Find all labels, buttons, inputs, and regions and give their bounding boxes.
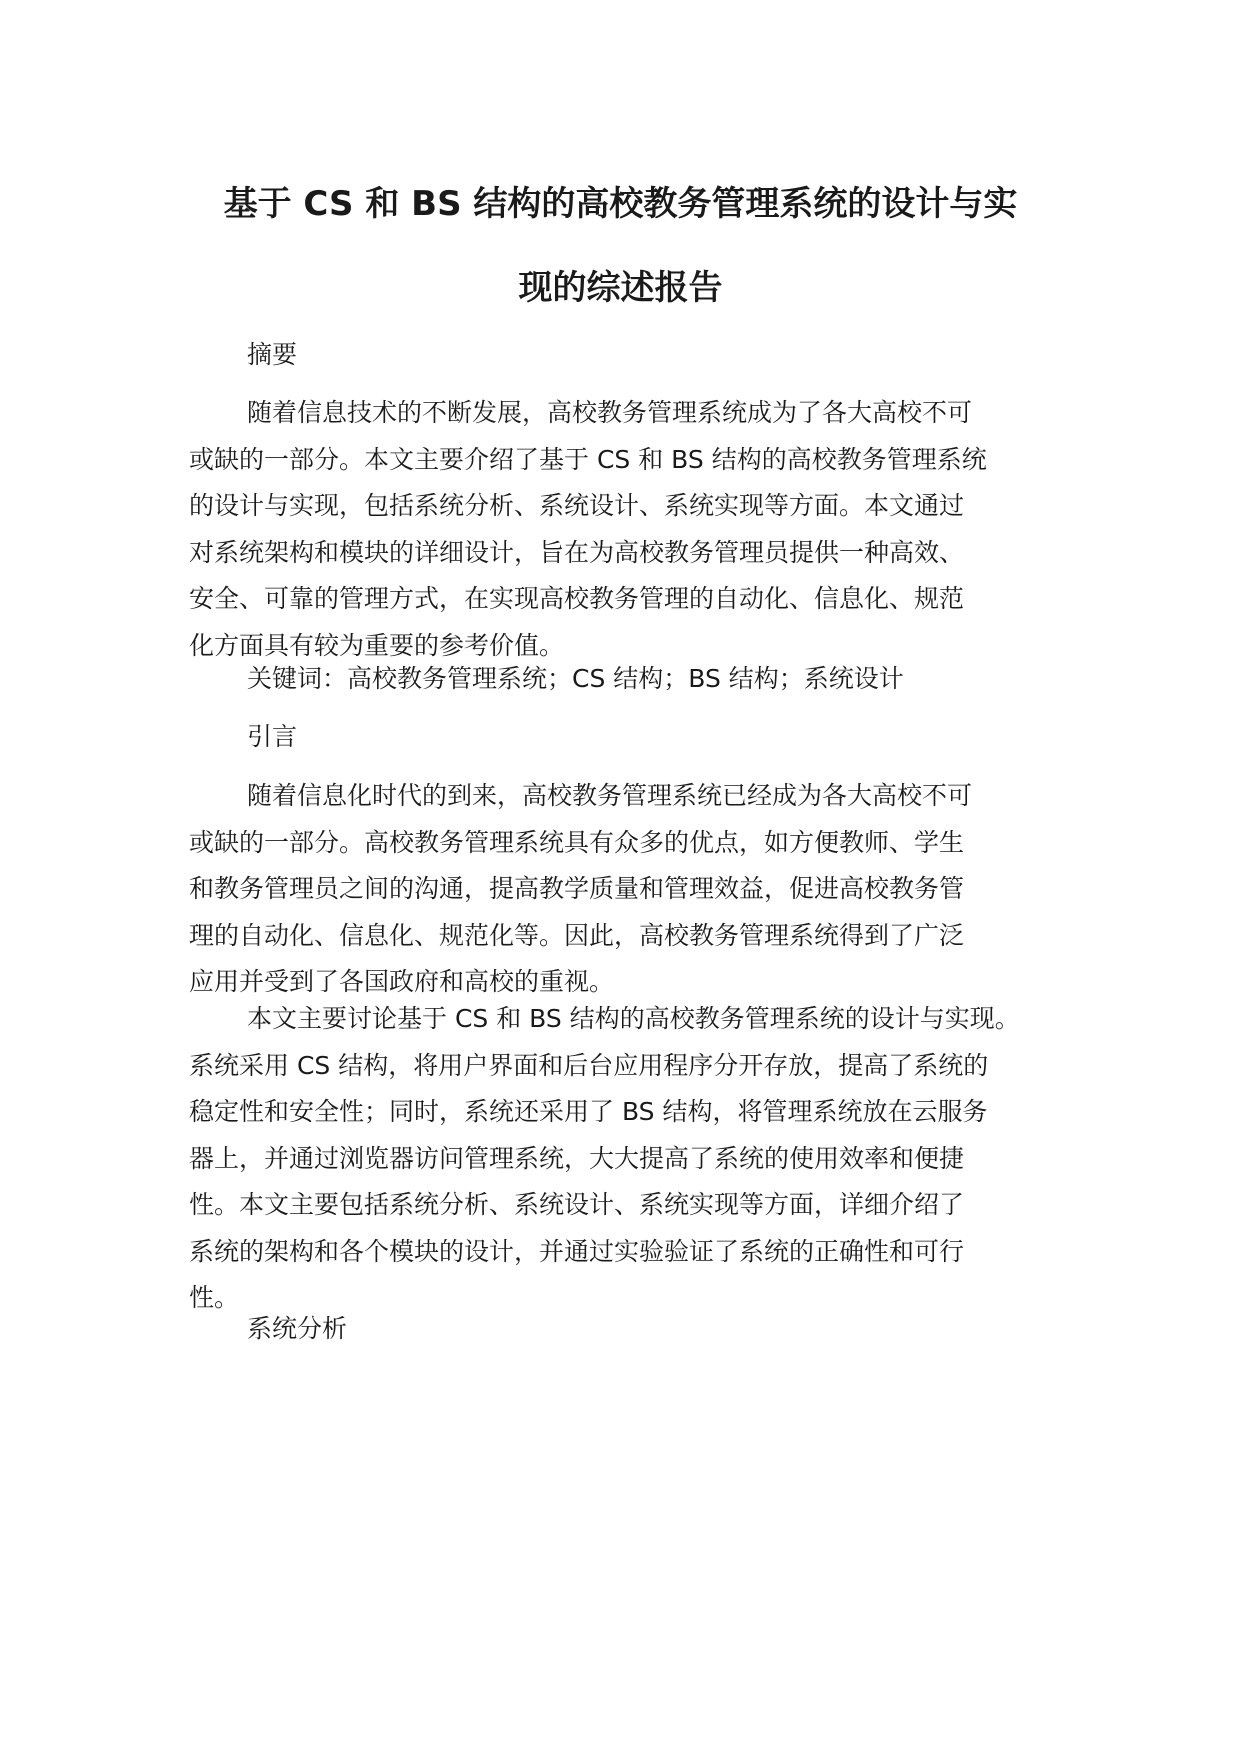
abstract-line: 对系统架构和模块的详细设计，旨在为高校教务管理员提供一种高效、 [189,537,965,567]
abstract-line: 或缺的一部分。本文主要介绍了基于 CS 和 BS 结构的高校教务管理系统 [189,444,987,474]
intro-p2-line: 系统采用 CS 结构，将用户界面和后台应用程序分开存放，提高了系统的 [189,1050,989,1080]
document-title-line-1: 基于 CS 和 BS 结构的高校教务管理系统的设计与实 [223,184,1018,224]
abstract-line: 随着信息技术的不断发展，高校教务管理系统成为了各大高校不可 [247,398,973,427]
intro-p2-line: 器上，并通过浏览器访问管理系统，大大提高了系统的使用效率和便捷 [189,1143,965,1173]
intro-p1-line: 或缺的一部分。高校教务管理系统具有众多的优点，如方便教师、学生 [189,827,965,857]
abstract-line: 化方面具有较为重要的参考价值。 [189,630,565,660]
intro-paragraph-2 [189,996,1089,1322]
system-analysis-heading: 系统分析 [247,1314,348,1343]
intro-p1-line: 理的自动化、信息化、规范化等。因此，高校教务管理系统得到了广泛 [189,920,965,950]
abstract-heading: 摘要 [247,340,298,369]
intro-p2-line: 性。本文主要包括系统分析、系统设计、系统实现等方面，详细介绍了 [189,1190,965,1219]
intro-p2-line: 稳定性和安全性；同时，系统还采用了 BS 结构，将管理系统放在云服务 [189,1097,988,1126]
intro-p1-line: 随着信息化时代的到来，高校教务管理系统已经成为各大高校不可 [247,781,973,810]
abstract-line: 安全、可靠的管理方式，在实现高校教务管理的自动化、信息化、规范 [189,584,965,613]
intro-p1-line: 和教务管理员之间的沟通，提高教学质量和管理效益，促进高校教务管 [189,874,965,903]
intro-heading: 引言 [247,722,298,751]
intro-paragraph-1 [189,773,1080,1006]
intro-p1-line: 应用并受到了各国政府和高校的重视。 [189,967,615,996]
intro-p2-line: 性。 [189,1283,240,1312]
intro-p2-line: 系统的架构和各个模块的设计，并通过实验验证了系统的正确性和可行 [189,1236,965,1266]
abstract-line: 的设计与实现，包括系统分析、系统设计、系统实现等方面。本文通过 [189,491,965,520]
keywords-line: 关键词：高校教务管理系统；CS 结构；BS 结构；系统设计 [247,664,904,693]
document-title-line-2: 现的综述报告 [518,268,723,308]
abstract-paragraph [189,390,1080,669]
intro-p2-line: 本文主要讨论基于 CS 和 BS 结构的高校教务管理系统的设计与实现。 [247,1004,1020,1033]
